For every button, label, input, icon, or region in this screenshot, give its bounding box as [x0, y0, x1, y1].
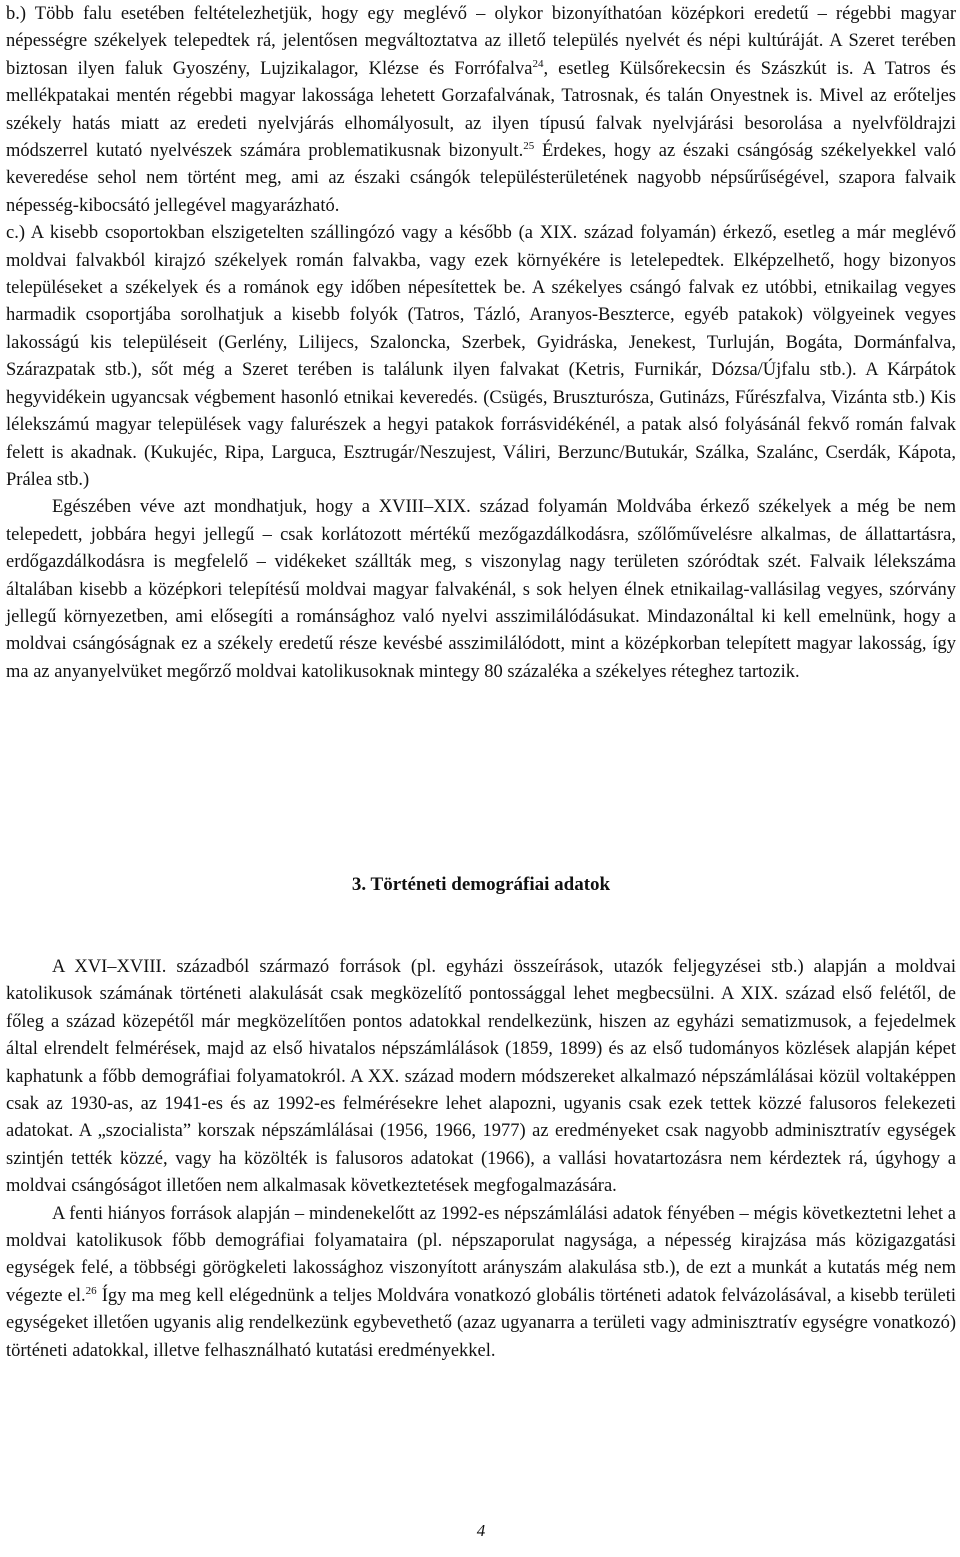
section-3-body [6, 954, 956, 1365]
section-heading: 3. Történeti demográfiai adatok [351, 874, 611, 895]
paragraph-b-part3: Érdekes, hogy az északi csángóság székelyekkel való keveredése sehol nem történt meg, ami az északi csángók településterületének nagyobb népsűrűségével, szapora falvaik népesség-kibocsátó jellegével magyarázható. [6, 141, 956, 216]
page-number: 4 [476, 1521, 486, 1540]
paragraph-b-part1: b.) Több falu esetében feltételezhetjük, hogy egy meglévő – olykor bizonyíthatóan középkori eredetű – régebbi magyar népességre székelyek telepedtek rá, jelentősen megváltoztatva az illető település nyelvét és népi kultúráját. A Szeret terében biztosan ilyen faluk Gyoszény, Lujzikalagor, Klézse és Forrófalva [6, 4, 956, 79]
document-page [6, 0, 956, 1540]
section-3-paragraph-2-part2: Így ma meg kell elégednünk a teljes Moldvára vonatkozó globális történeti adatok felvázolásával, a kisebb területi egységeket illetően ugyanis alig rendelkezünk egybevethető (azaz ugyanarra a területi vagy adminisztratív egységre vonatkozó) történeti adatokkal, illetve felhasználható kutatási eredményekkel. [6, 1285, 956, 1361]
section-3-paragraph-2 [6, 1201, 956, 1365]
section-3-paragraph-2-part1: A fenti hiányos források alapján – mindenekelőtt az 1992-es népszámlálási adatok fényében – mégis következtetni lehet a moldvai katolikusok főbb demográfiai folyamataira (pl. népszaporulat nagysága, a népesség kirajzása más közigazgatási egységek felé, a többségi görögkeleti lakossághoz viszonyított arányszám alakulása stb.), de ezt a munkát a kutatás még nem végezte el. [6, 1203, 956, 1306]
paragraph-b-part2: , esetleg Külsőrekecsin és Szászkút is. A Tatros és mellékpatakai mentén régebbi magyar lakossága lehetett Gorzafalvának, Tatrosnak, és talán Onyestnek is. Mivel az erőteljes székely hatás miatt az eredeti nyelvjárás elhomályosult, az ilyen típusú falvak nyelvjárási besorolása a nyelvföldrajzi módszerrel kutató nyelvészek számára problematikusnak bizonyult. [6, 58, 956, 162]
footnote-ref-25[interactable]: 25 [523, 139, 535, 152]
paragraph-summary: Egészében véve azt mondhatjuk, hogy a XVIII–XIX. század folyamán Moldvába érkező székelyek a még be nem telepedett, jobbára hegyi jellegű – csak korlátozott mértékű mezőgazdálkodásra, szőlőművelésre alkalmas, de állattartásra, erdőgazdálkodásra is megfelelő – vidékeket szállták meg, s viszonylag nagy területen szóródtak szét. Falvaik lélekszáma általában kisebb a középkori telepítésű moldvai magyar falvakénál, s sok helyen élnek etnikailag-vallásilag vegyes, szórvány jellegű környezetben, ami elősegíti a románsághoz való nyelvi asszimilálódásukat. Mindazonáltal ki kell emelnünk, hogy a moldvai csángóságnak ez a székely eredetű része kevésbé asszimilálódott, mint a középkorban telepített magyar lakosság, így ma az anyanyelvüket megőrző moldvai katolikusoknak mintegy 80 százaléka a székelyes réteghez tartozik. [6, 497, 956, 682]
paragraph-b [6, 1, 956, 220]
footnote-ref-26[interactable]: 26 [85, 1284, 97, 1297]
section-3-paragraph-1: A XVI–XVIII. századból származó források (pl. egyházi összeírások, utazók feljegyzései stb.) alapján a moldvai katolikusok számának történeti alakulását csak megközelítő pontossággal lehet megbecsülni. A XIX. század első felétől, de főleg a század közepétől már megközelítően pontos adatokkal rendelkezünk, hiszen az egyházi sematizmusok, a fejedelmek által elrendelt felmérések, majd az első hivatalos népszámlálások (1859, 1899) és az első tudományos közlések alapján képet kaphatunk a főbb demográfiai folyamatokról. A XX. század modern módszereket alkalmazó népszámlálásai közül voltaképpen csak az 1930-as, az 1941-es és az 1992-es felmérésekre lehet alapozni, ugyanis csak ezek tettek közzé falusoros felekezeti adatokat. A „szocialista” korszak népszámlálásai (1956, 1966, 1977) az eredményeket csak nagyobb adminisztratív egységek szintjén tették közzé, vagy ha közölték is falusoros adatokat (1966), a vallási hovatartozásra nem kérdeztek rá, úgyhogy a moldvai csángóságot illetően nem alkalmasak következtetések megfogalmazására. [6, 957, 956, 1197]
paragraph-c: c.) A kisebb csoportokban elszigetelten szállingózó vagy a később (a XIX. század folyamán) érkező, esetleg a már meglévő moldvai falvakból kirajzó székelyek román falvakba, vagy ezek környékére is letelepedtek. Elképzelhető, hogy bizonyos településeket a székelyek és a románok egy időben népesítettek be. A székelyes csángó falvak ez utóbbi, etnikailag vegyes harmadik csoportjába sorolhatjuk a kisebb folyók (Tatros, Tázló, Aranyos-Beszterce, egyéb patakok) völgyeinek vegyes lakosságú kis településeit (Gerlény, Lilijecs, Szaloncka, Szerbek, Gyidráska, Jenekest, Turluján, Bogáta, Dormánfalva, Szárazpatak stb.), sőt még a Szeret terében is találunk ilyen falvakat (Ketris, Furnikár, Dózsa/Újfalu stb.). A Kárpátok hegyvidékein ugyancsak végbement hasonló etnikai keveredés. (Csügés, Bruszturósza, Gutinázs, Fűrészfalva, Vizánta stb.) Kis lélekszámú magyar települések vagy falurészek a hegyi patakok forrásvidékénél, a patak alsó folyásánál fekvő román falvak felett is akadnak. (Kukujéc, Ripa, Larguca, Esztrugár/Neszujest, Váliri, Berzunc/Butukár, Szálka, Szalánc, Cserdák, Kápota, Prálea stb.) [6, 223, 956, 490]
footnote-ref-24[interactable]: 24 [532, 57, 544, 70]
